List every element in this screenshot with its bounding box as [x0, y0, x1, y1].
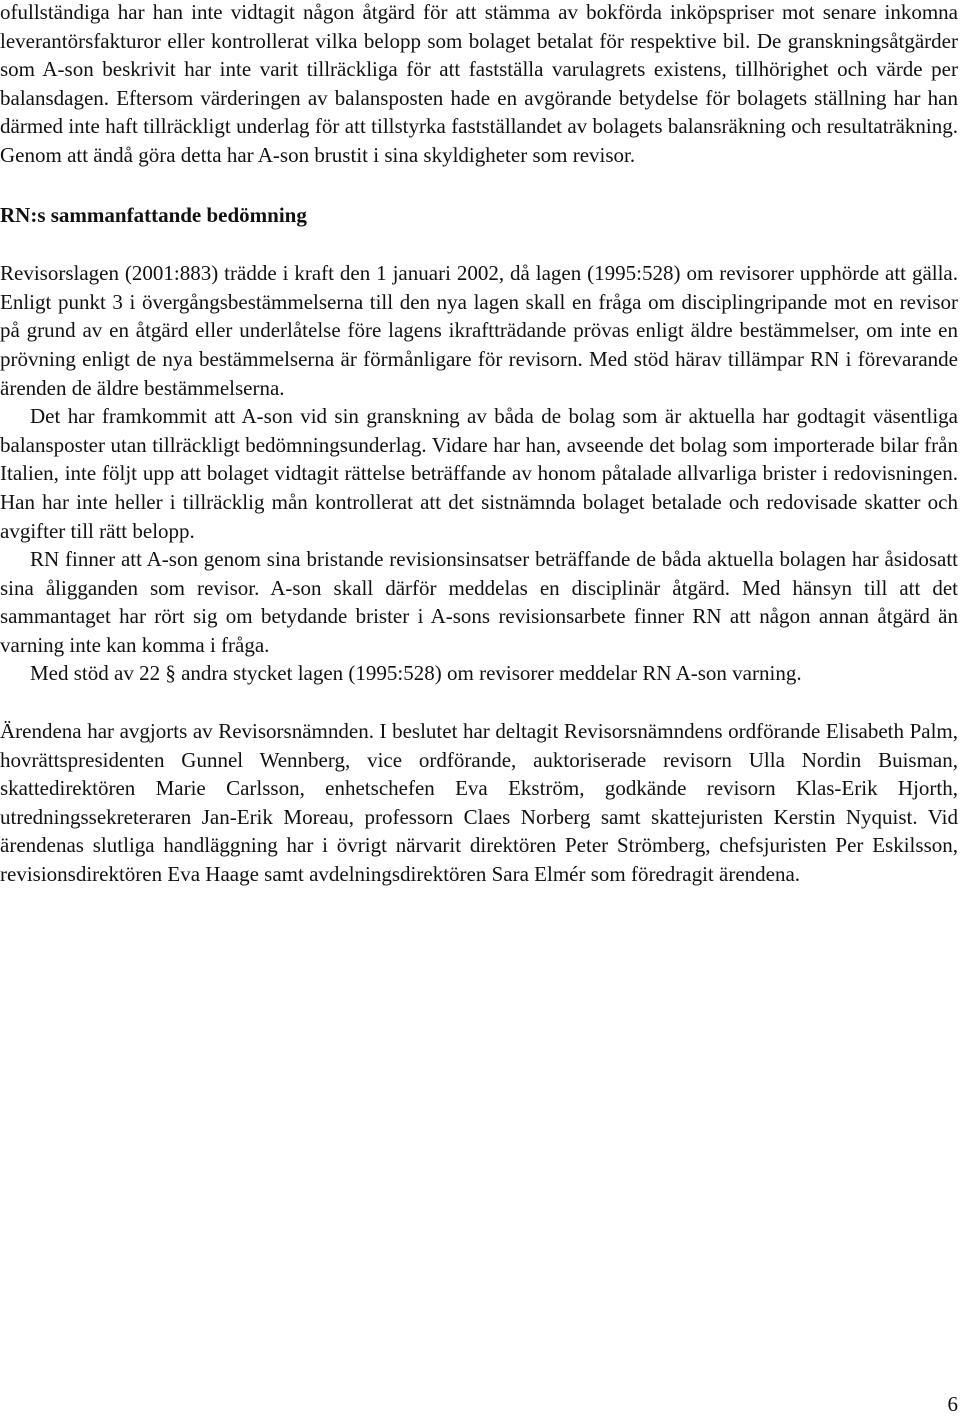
- section-heading: RN:s sammanfattande bedömning: [0, 202, 307, 227]
- paragraph-findings: Det har framkommit att A-son vid sin granskning av båda de bolag som är aktuella har godtagit väsentliga balansposter utan tillräckligt bedömningsunderlag. Vidare har han, avseende det bolag som importerade bilar från Italien, inte följt upp att bolaget vidtagit rättelse beträffande av honom påtalade allvarliga brister i redovisningen. Han har inte heller i tillräcklig mån kontrollerat att det sistnämnda bolaget betalade och redovisade skatter och avgifter till rätt belopp.: [0, 404, 958, 543]
- paragraph-transition-rules: Revisorslagen (2001:883) trädde i kraft den 1 januari 2002, då lagen (1995:528) om revisorer upphörde att gälla. Enligt punkt 3 i övergångsbestämmelserna till den nya lagen skall en fråga om disciplingripande mot en revisor på grund av en åtgärd eller underlåtelse före lagens ikraftträdande prövas enligt äldre bestämmelser, om inte en prövning enligt de nya bestämmelserna är förmånligare för revisorn. Med stöd härav tillämpar RN i förevarande ärenden de äldre bestämmelserna.: [0, 261, 958, 400]
- paragraph-conclusion: RN finner att A-son genom sina bristande revisionsinsatser beträffande de båda aktuella bolagen har åsidosatt sina åligganden som revisor. A-son skall därför meddelas en disciplinär åtgärd. Med hänsyn till att det sammantaget har rört sig om betydande brister i A-sons revisionsarbete finner RN att någon annan åtgärd än varning inte kan komma i fråga.: [0, 547, 958, 657]
- paragraph-decision: Med stöd av 22 § andra stycket lagen (1995:528) om revisorer meddelar RN A-son varning.: [30, 661, 802, 686]
- intro-paragraph: ofullständiga har han inte vidtagit någon åtgärd för att stämma av bokförda inköpspriser mot senare inkomna leverantörsfakturor eller kontrollerat vilka belopp som bolaget betalat för respektive bil. De granskningsåtgärder som A-son beskrivit har inte varit tillräckliga för att fastställa varulagrets existens, tillhörighet och värde per balansdagen. Eftersom värderingen av balansposten hade en avgörande betydelse för bolagets ställning har han därmed inte haft tillräckligt underlag för att tillstyrka fastställandet av bolagets balansräkning och resultaträkning. Genom att ändå göra detta har A-son brustit i sina skyldigheter som revisor.: [0, 0, 958, 167]
- closing-paragraph: Ärendena har avgjorts av Revisorsnämnden. I beslutet har deltagit Revisorsnämndens ordförande Elisabeth Palm, hovrättspresidenten Gunnel Wennberg, vice ordförande, auktoriserade revisorn Ulla Nordin Buisman, skattedirektören Marie Carlsson, enhetschefen Eva Ekström, godkände revisorn Klas-Erik Hjorth, utredningssekreteraren Jan-Erik Moreau, professorn Claes Norberg samt skattejuristen Kerstin Nyquist. Vid ärendenas slutliga handläggning har i övrigt närvarit direktören Peter Strömberg, chefsjuristen Per Eskilsson, revisionsdirektören Eva Haage samt avdelningsdirektören Sara Elmér som föredragit ärendena.: [0, 719, 958, 887]
- page-number: 6: [947, 1392, 958, 1416]
